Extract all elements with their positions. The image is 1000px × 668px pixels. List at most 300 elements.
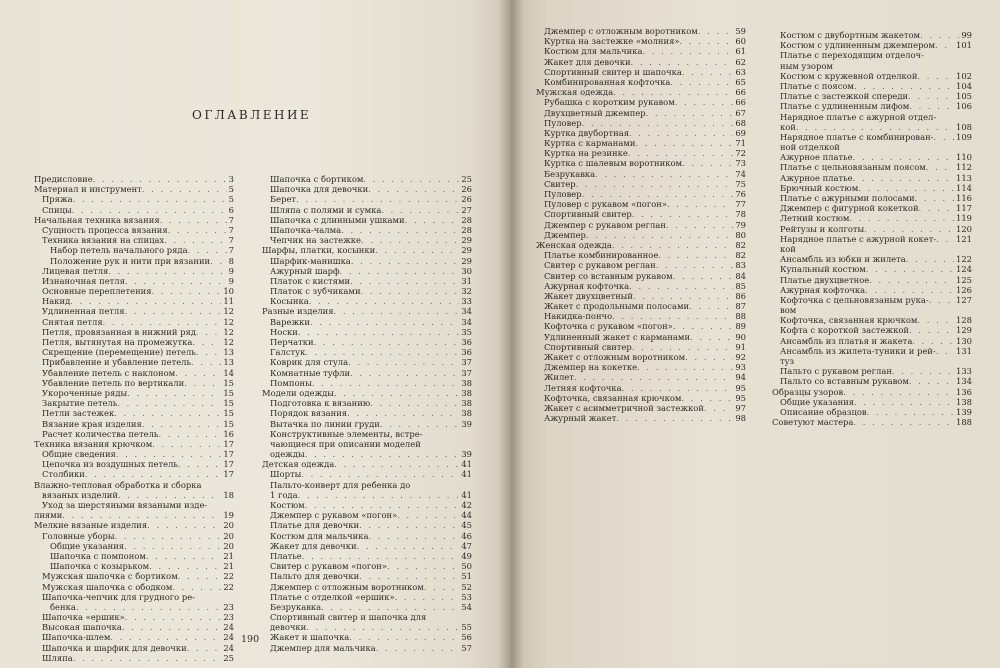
toc-entry-title: Шапочка для девочки <box>270 184 369 195</box>
toc-leader-dots <box>586 230 733 240</box>
toc-entry <box>772 50 972 60</box>
toc-entry <box>34 449 234 459</box>
toc-leader-dots <box>658 250 733 260</box>
toc-entry-page: 17 <box>223 438 234 449</box>
toc-entry-title: Мужская одежда <box>536 87 614 98</box>
toc-entry-title: Спортивный свитер <box>544 209 632 220</box>
toc-entry-page: 87 <box>735 301 746 312</box>
toc-entry-title: Начальная техника вязания <box>34 214 160 225</box>
toc-entry-page: 127 <box>956 294 972 305</box>
toc-entry <box>34 582 234 592</box>
toc-entry <box>34 510 234 520</box>
toc-entry <box>536 209 746 219</box>
toc-entry-page: 109 <box>956 131 972 142</box>
toc-entry <box>772 336 972 346</box>
toc-entry <box>262 408 472 418</box>
toc-leader-dots <box>682 67 734 77</box>
toc-entry-title: Варежки <box>270 316 310 327</box>
toc-leader-dots <box>152 439 221 449</box>
toc-leader-dots <box>340 266 460 276</box>
toc-leader-dots <box>613 87 733 97</box>
toc-entry-page: 73 <box>735 158 746 169</box>
toc-entry <box>262 205 472 215</box>
toc-leader-dots <box>368 531 459 541</box>
toc-entry <box>772 193 972 203</box>
toc-entry <box>772 203 972 213</box>
toc-entry-page: 188 <box>956 417 972 428</box>
toc-leader-dots <box>305 347 459 357</box>
toc-entry-page: 66 <box>735 97 746 108</box>
toc-entry-page: 59 <box>735 26 746 36</box>
toc-entry-page: 36 <box>461 347 472 358</box>
toc-entry-title: Куртка двубортная <box>544 127 630 138</box>
toc-leader-dots <box>124 541 221 551</box>
toc-entry <box>536 77 746 87</box>
toc-entry-title: Накидка-пончо <box>544 311 613 322</box>
toc-leader-dots <box>357 541 460 551</box>
toc-entry <box>262 296 472 306</box>
toc-entry-page: 7 <box>228 235 234 246</box>
toc-entry-title: Женская одежда <box>536 239 612 250</box>
toc-entry-page: 37 <box>461 357 472 368</box>
toc-entry-page: 89 <box>735 321 746 332</box>
toc-entry-title: Набор петель начального ряда <box>50 245 188 256</box>
toc-entry-title: Предисловие <box>34 174 93 184</box>
toc-entry-page: 15 <box>223 408 234 419</box>
toc-entry-page: 53 <box>461 591 472 602</box>
toc-entry <box>772 346 972 356</box>
toc-leader-dots <box>906 254 954 264</box>
toc-entry-page: 122 <box>956 254 972 265</box>
toc-entry-title: Ажурное платье <box>780 172 853 183</box>
toc-entry-title: Платок с зубчиками <box>270 286 361 297</box>
toc-entry-title: Платье для девочки <box>270 520 360 531</box>
toc-entry-page: 21 <box>223 561 234 572</box>
toc-entry-page: 71 <box>735 138 746 149</box>
toc-entry-title: Убавление петель с наклоном <box>42 367 176 378</box>
toc-entry <box>262 286 472 296</box>
toc-entry-page: 15 <box>223 398 234 409</box>
toc-entry-title: Платье с отделкой «ершик» <box>270 591 395 602</box>
toc-leader-dots <box>629 128 733 138</box>
toc-entry-page: 34 <box>461 316 472 327</box>
toc-entry <box>536 321 746 331</box>
toc-entry-page: 51 <box>461 571 472 582</box>
toc-entry-page: 14 <box>223 367 234 378</box>
toc-entry-page: 25 <box>461 174 472 184</box>
toc-entry-title: Джемпер с фигурной кокеткой <box>780 203 919 214</box>
toc-entry-page: 12 <box>223 306 234 317</box>
toc-entry <box>536 301 746 311</box>
toc-entry-title: Пальто с рукавом реглан <box>780 366 892 377</box>
toc-entry <box>34 592 234 602</box>
toc-entry <box>34 469 234 479</box>
toc-entry-page: 15 <box>223 387 234 398</box>
toc-entry-page: 120 <box>956 223 972 234</box>
toc-entry-page: 69 <box>735 127 746 138</box>
toc-entry <box>536 230 746 240</box>
toc-column-3 <box>536 26 746 423</box>
toc-leader-dots <box>125 612 222 622</box>
toc-entry <box>536 128 746 138</box>
toc-leader-dots <box>869 275 954 285</box>
toc-entry-title: бенка <box>50 601 76 612</box>
toc-entry-title: Общие указания <box>50 540 125 551</box>
toc-entry <box>262 490 472 500</box>
toc-entry-title: Изнаночная петля <box>42 275 125 286</box>
toc-entry-page: 8 <box>228 255 234 266</box>
toc-leader-dots <box>108 266 226 276</box>
toc-entry-page: 139 <box>956 406 972 417</box>
toc-entry-page: 42 <box>461 500 472 510</box>
toc-leader-dots <box>370 398 459 408</box>
toc-leader-dots <box>168 225 227 235</box>
toc-leader-dots <box>172 582 221 592</box>
toc-entry-title: Сущность процесса вязания <box>42 224 168 235</box>
toc-entry-page: 46 <box>461 530 472 541</box>
toc-entry-page: 104 <box>956 80 972 91</box>
toc-entry <box>34 439 234 449</box>
toc-entry-title: Убавление петель по вертикали <box>42 377 185 388</box>
toc-entry-title: Джемпер для мальчика <box>270 642 376 653</box>
toc-entry <box>772 295 972 305</box>
toc-entry-page: 102 <box>956 70 972 81</box>
toc-leader-dots <box>909 101 954 111</box>
toc-entry-title: Помпоны <box>270 377 312 388</box>
toc-leader-dots <box>314 337 460 347</box>
toc-entry-page: 75 <box>735 178 746 189</box>
toc-entry-page: 54 <box>461 601 472 612</box>
toc-entry-title: 1 года <box>270 489 298 500</box>
toc-entry <box>536 250 746 260</box>
toc-entry-page: 50 <box>461 561 472 572</box>
toc-entry <box>772 224 972 234</box>
toc-entry-page: 61 <box>735 46 746 57</box>
toc-entry-page: 23 <box>223 612 234 623</box>
toc-leader-dots <box>681 393 733 403</box>
toc-leader-dots <box>656 260 734 270</box>
toc-entry <box>536 271 746 281</box>
toc-leader-dots <box>334 459 459 469</box>
toc-entry-title: Расчет количества петель <box>42 428 159 439</box>
toc-entry-page: 15 <box>223 377 234 388</box>
toc-leader-dots <box>125 276 227 286</box>
toc-leader-dots <box>635 138 733 148</box>
toc-entry-title: чающиеся при описании моделей <box>270 438 421 449</box>
toc-entry <box>772 315 972 325</box>
toc-entry-page: 29 <box>461 245 472 256</box>
toc-entry <box>262 235 472 245</box>
toc-entry-title: Советуют мастера <box>772 417 854 428</box>
toc-entry-title: Куртка на резинке <box>544 148 628 159</box>
toc-entry-title: Летний костюм <box>780 213 850 224</box>
toc-entry-title: Подготовка к вязанию <box>270 398 371 409</box>
toc-entry <box>536 46 746 56</box>
toc-leader-dots <box>305 449 460 459</box>
toc-entry <box>34 256 234 266</box>
toc-entry-page: 18 <box>223 489 234 500</box>
toc-leader-dots <box>667 199 733 209</box>
toc-entry-page: 49 <box>461 550 472 561</box>
toc-leader-dots <box>115 531 222 541</box>
toc-entry-title: Основные переплетения <box>42 286 152 297</box>
toc-entry-title: Платье с ажурными полосами <box>780 193 915 203</box>
toc-entry <box>536 220 746 230</box>
toc-entry-title: Ажурная кофточка <box>780 284 866 295</box>
toc-leader-dots <box>675 97 734 107</box>
toc-leader-dots <box>912 336 954 346</box>
toc-entry <box>262 378 472 388</box>
toc-entry-page: 17 <box>223 449 234 460</box>
toc-entry-title: Мелкие вязаные изделия <box>34 520 148 531</box>
toc-entry-title: Куртка с карманами <box>544 138 636 149</box>
toc-leader-dots <box>633 291 733 301</box>
toc-leader-dots <box>865 285 954 295</box>
toc-leader-dots <box>116 449 222 459</box>
toc-entry-title: Купальный костюм <box>780 264 866 275</box>
toc-entry-title: Высокая шапочка <box>42 622 122 633</box>
toc-entry-title: Укороченные ряды <box>42 387 128 398</box>
toc-entry <box>262 582 472 592</box>
toc-entry <box>772 122 972 132</box>
toc-entry <box>262 215 472 225</box>
toc-entry-title: Пальто для девочки <box>270 571 360 582</box>
toc-entry-title: Шляпа с полями и сумка <box>270 204 382 215</box>
toc-entry <box>34 653 234 663</box>
toc-leader-dots <box>673 271 734 281</box>
toc-entry <box>262 622 472 632</box>
toc-entry-title: Шапочка и шарфик для девочки <box>42 642 187 653</box>
toc-entry <box>262 388 472 398</box>
toc-entry-page: 24 <box>223 622 234 633</box>
toc-leader-dots <box>160 215 227 225</box>
toc-entry-title: Вязание края изделия <box>42 418 142 429</box>
toc-entry-page: 5 <box>228 194 234 205</box>
toc-entry <box>772 325 972 335</box>
toc-entry-page: 92 <box>735 352 746 362</box>
toc-entry-title: Брючный костюм <box>780 182 859 193</box>
toc-entry <box>262 317 472 327</box>
toc-entry <box>34 408 234 418</box>
toc-leader-dots <box>368 184 459 194</box>
toc-leader-dots <box>351 256 460 266</box>
toc-entry-page: 77 <box>735 199 746 210</box>
toc-entry-title: Ансамбль из жилета-туники и рей- <box>780 345 936 356</box>
toc-leader-dots <box>70 296 221 306</box>
toc-entry <box>34 337 234 347</box>
toc-entry-title: Шапочка с бортиком <box>270 174 364 184</box>
toc-entry <box>34 368 234 378</box>
toc-entry-page: 38 <box>461 377 472 388</box>
toc-entry-page: 16 <box>223 428 234 439</box>
toc-leader-dots <box>892 366 954 376</box>
toc-leader-dots <box>375 245 459 255</box>
toc-entry <box>34 520 234 530</box>
toc-leader-dots <box>310 317 459 327</box>
toc-entry-page: 60 <box>735 36 746 47</box>
toc-entry <box>34 266 234 276</box>
toc-leader-dots <box>685 352 733 362</box>
toc-entry-page: 26 <box>461 194 472 205</box>
toc-entry-page: 22 <box>223 581 234 592</box>
toc-leader-dots <box>359 520 459 530</box>
toc-entry-title: Костюм <box>270 500 305 510</box>
toc-entry-title: Влажно-тепловая обработка и сборка <box>34 479 202 490</box>
toc-entry <box>536 118 746 128</box>
toc-entry <box>262 602 472 612</box>
toc-entry <box>536 138 746 148</box>
toc-leader-dots <box>629 281 733 291</box>
toc-entry-title: Пуловер с рукавом «погон» <box>544 199 667 210</box>
toc-entry <box>262 469 472 479</box>
toc-entry-title: Комбинированная кофточка <box>544 76 671 87</box>
toc-leader-dots <box>632 209 734 219</box>
toc-entry-page: 15 <box>223 418 234 429</box>
toc-entry-page: 82 <box>735 250 746 261</box>
toc-entry-page: 36 <box>461 337 472 347</box>
toc-entry-page: 94 <box>735 372 746 383</box>
toc-entry-title: кой <box>780 243 796 254</box>
toc-entry-page: 5 <box>228 184 234 195</box>
toc-leader-dots <box>909 376 954 386</box>
toc-entry <box>34 194 234 204</box>
toc-entry <box>772 132 972 142</box>
toc-entry <box>772 61 972 71</box>
toc-entry-title: Жакет с продольными полосами <box>544 301 690 312</box>
toc-entry <box>262 459 472 469</box>
toc-entry-page: 83 <box>735 260 746 271</box>
toc-entry-page: 41 <box>461 489 472 500</box>
toc-entry <box>262 245 472 255</box>
toc-entry-title: Удлиненная петля <box>42 306 125 317</box>
toc-entry-page: 95 <box>735 392 746 403</box>
toc-entry-title: Общие сведения <box>42 449 116 460</box>
toc-entry-page: 108 <box>956 121 972 132</box>
toc-leader-dots <box>188 245 227 255</box>
toc-entry-page: 41 <box>461 459 472 470</box>
toc-leader-dots <box>301 469 459 479</box>
toc-entry-title: Порядок вязания <box>270 408 348 419</box>
toc-entry-page: 133 <box>956 366 972 377</box>
toc-entry-title: Жакет двухцветный <box>544 290 633 301</box>
toc-entry <box>536 97 746 107</box>
toc-leader-dots <box>387 561 459 571</box>
toc-entry-title: Свитер с рукавом «погон» <box>270 561 388 572</box>
toc-entry <box>34 419 234 429</box>
toc-entry-page: 116 <box>956 193 972 203</box>
toc-entry-title: Платье <box>270 550 302 561</box>
toc-entry-page: 121 <box>956 233 972 244</box>
toc-entry-page: 12 <box>223 337 234 347</box>
toc-leader-dots <box>296 194 459 204</box>
toc-entry <box>262 266 472 276</box>
toc-entry-title: Галстук <box>270 347 306 358</box>
toc-leader-dots <box>302 551 460 561</box>
toc-entry <box>772 30 972 40</box>
toc-entry-page: 28 <box>461 224 472 235</box>
toc-leader-dots <box>334 306 460 316</box>
toc-entry <box>34 235 234 245</box>
toc-entry <box>536 281 746 291</box>
toc-entry-title: Коврик для стула <box>270 357 349 368</box>
toc-leader-dots <box>93 174 227 184</box>
toc-leader-dots <box>853 173 954 183</box>
toc-entry-title: Куртка с шалевым воротником <box>544 158 683 169</box>
toc-entry-title: Жакет и шапочка <box>270 632 350 643</box>
toc-entry-title: Джемпер с отложным воротником <box>270 581 424 592</box>
toc-leader-dots <box>178 571 222 581</box>
toc-entry <box>772 254 972 264</box>
toc-leader-dots <box>348 357 459 367</box>
toc-entry-page: 97 <box>735 402 746 413</box>
toc-leader-dots <box>347 408 459 418</box>
toc-entry <box>262 551 472 561</box>
toc-leader-dots <box>298 490 460 500</box>
toc-leader-dots <box>210 256 227 266</box>
toc-leader-dots <box>73 653 222 663</box>
toc-entry-page: 44 <box>461 510 472 521</box>
toc-entry-page: 110 <box>956 152 972 163</box>
toc-entry-title: Костюм для мальчика <box>270 530 369 541</box>
toc-leader-dots <box>125 306 222 316</box>
toc-entry-title: Летняя кофточка <box>544 382 622 393</box>
toc-entry <box>34 612 234 622</box>
toc-leader-dots <box>670 77 733 87</box>
toc-entry-page: 131 <box>956 345 972 356</box>
toc-entry <box>34 357 234 367</box>
toc-entry-title: Скрещение (перемещение) петель <box>42 347 196 358</box>
toc-entry-title: Безрукавка <box>270 601 322 612</box>
toc-leader-dots <box>612 311 733 321</box>
toc-leader-dots <box>341 225 459 235</box>
toc-entry-page: 38 <box>461 387 472 398</box>
toc-entry-title: Свитер со вставным рукавом <box>544 270 673 281</box>
toc-entry <box>536 189 746 199</box>
toc-leader-dots <box>164 235 226 245</box>
toc-entry-page: 20 <box>223 540 234 551</box>
toc-entry-title: Платье двухцветное <box>780 274 870 285</box>
toc-entry-title: Кофточка, связанная крючком <box>780 315 918 326</box>
toc-entry-page: 106 <box>956 101 972 112</box>
toc-entry-page: 136 <box>956 386 972 397</box>
toc-entry <box>536 383 746 393</box>
toc-leader-dots <box>864 224 954 234</box>
toc-entry-title: Шорты <box>270 469 302 480</box>
toc-entry <box>536 158 746 168</box>
toc-leader-dots <box>196 327 221 337</box>
toc-entry-title: Кофточка, связанная крючком <box>544 392 682 403</box>
toc-entry <box>772 397 972 407</box>
toc-entry-title: Джемпер с рукавом реглан <box>544 219 666 230</box>
toc-entry <box>772 305 972 315</box>
toc-leader-dots <box>690 332 733 342</box>
toc-leader-dots <box>698 26 734 36</box>
toc-leader-dots <box>936 234 954 244</box>
toc-entry <box>772 152 972 162</box>
toc-entry-title: Пряжа <box>42 194 73 205</box>
toc-leader-dots <box>152 286 222 296</box>
toc-entry-title: Мужская шапочка с ободком <box>42 581 173 592</box>
toc-leader-dots <box>312 378 460 388</box>
toc-entry-page: 124 <box>956 264 972 275</box>
toc-leader-dots <box>298 327 459 337</box>
toc-leader-dots <box>85 469 221 479</box>
toc-entry <box>262 256 472 266</box>
toc-leader-dots <box>361 235 459 245</box>
toc-entry <box>772 112 972 122</box>
toc-leader-dots <box>849 213 954 223</box>
toc-leader-dots <box>306 622 459 632</box>
